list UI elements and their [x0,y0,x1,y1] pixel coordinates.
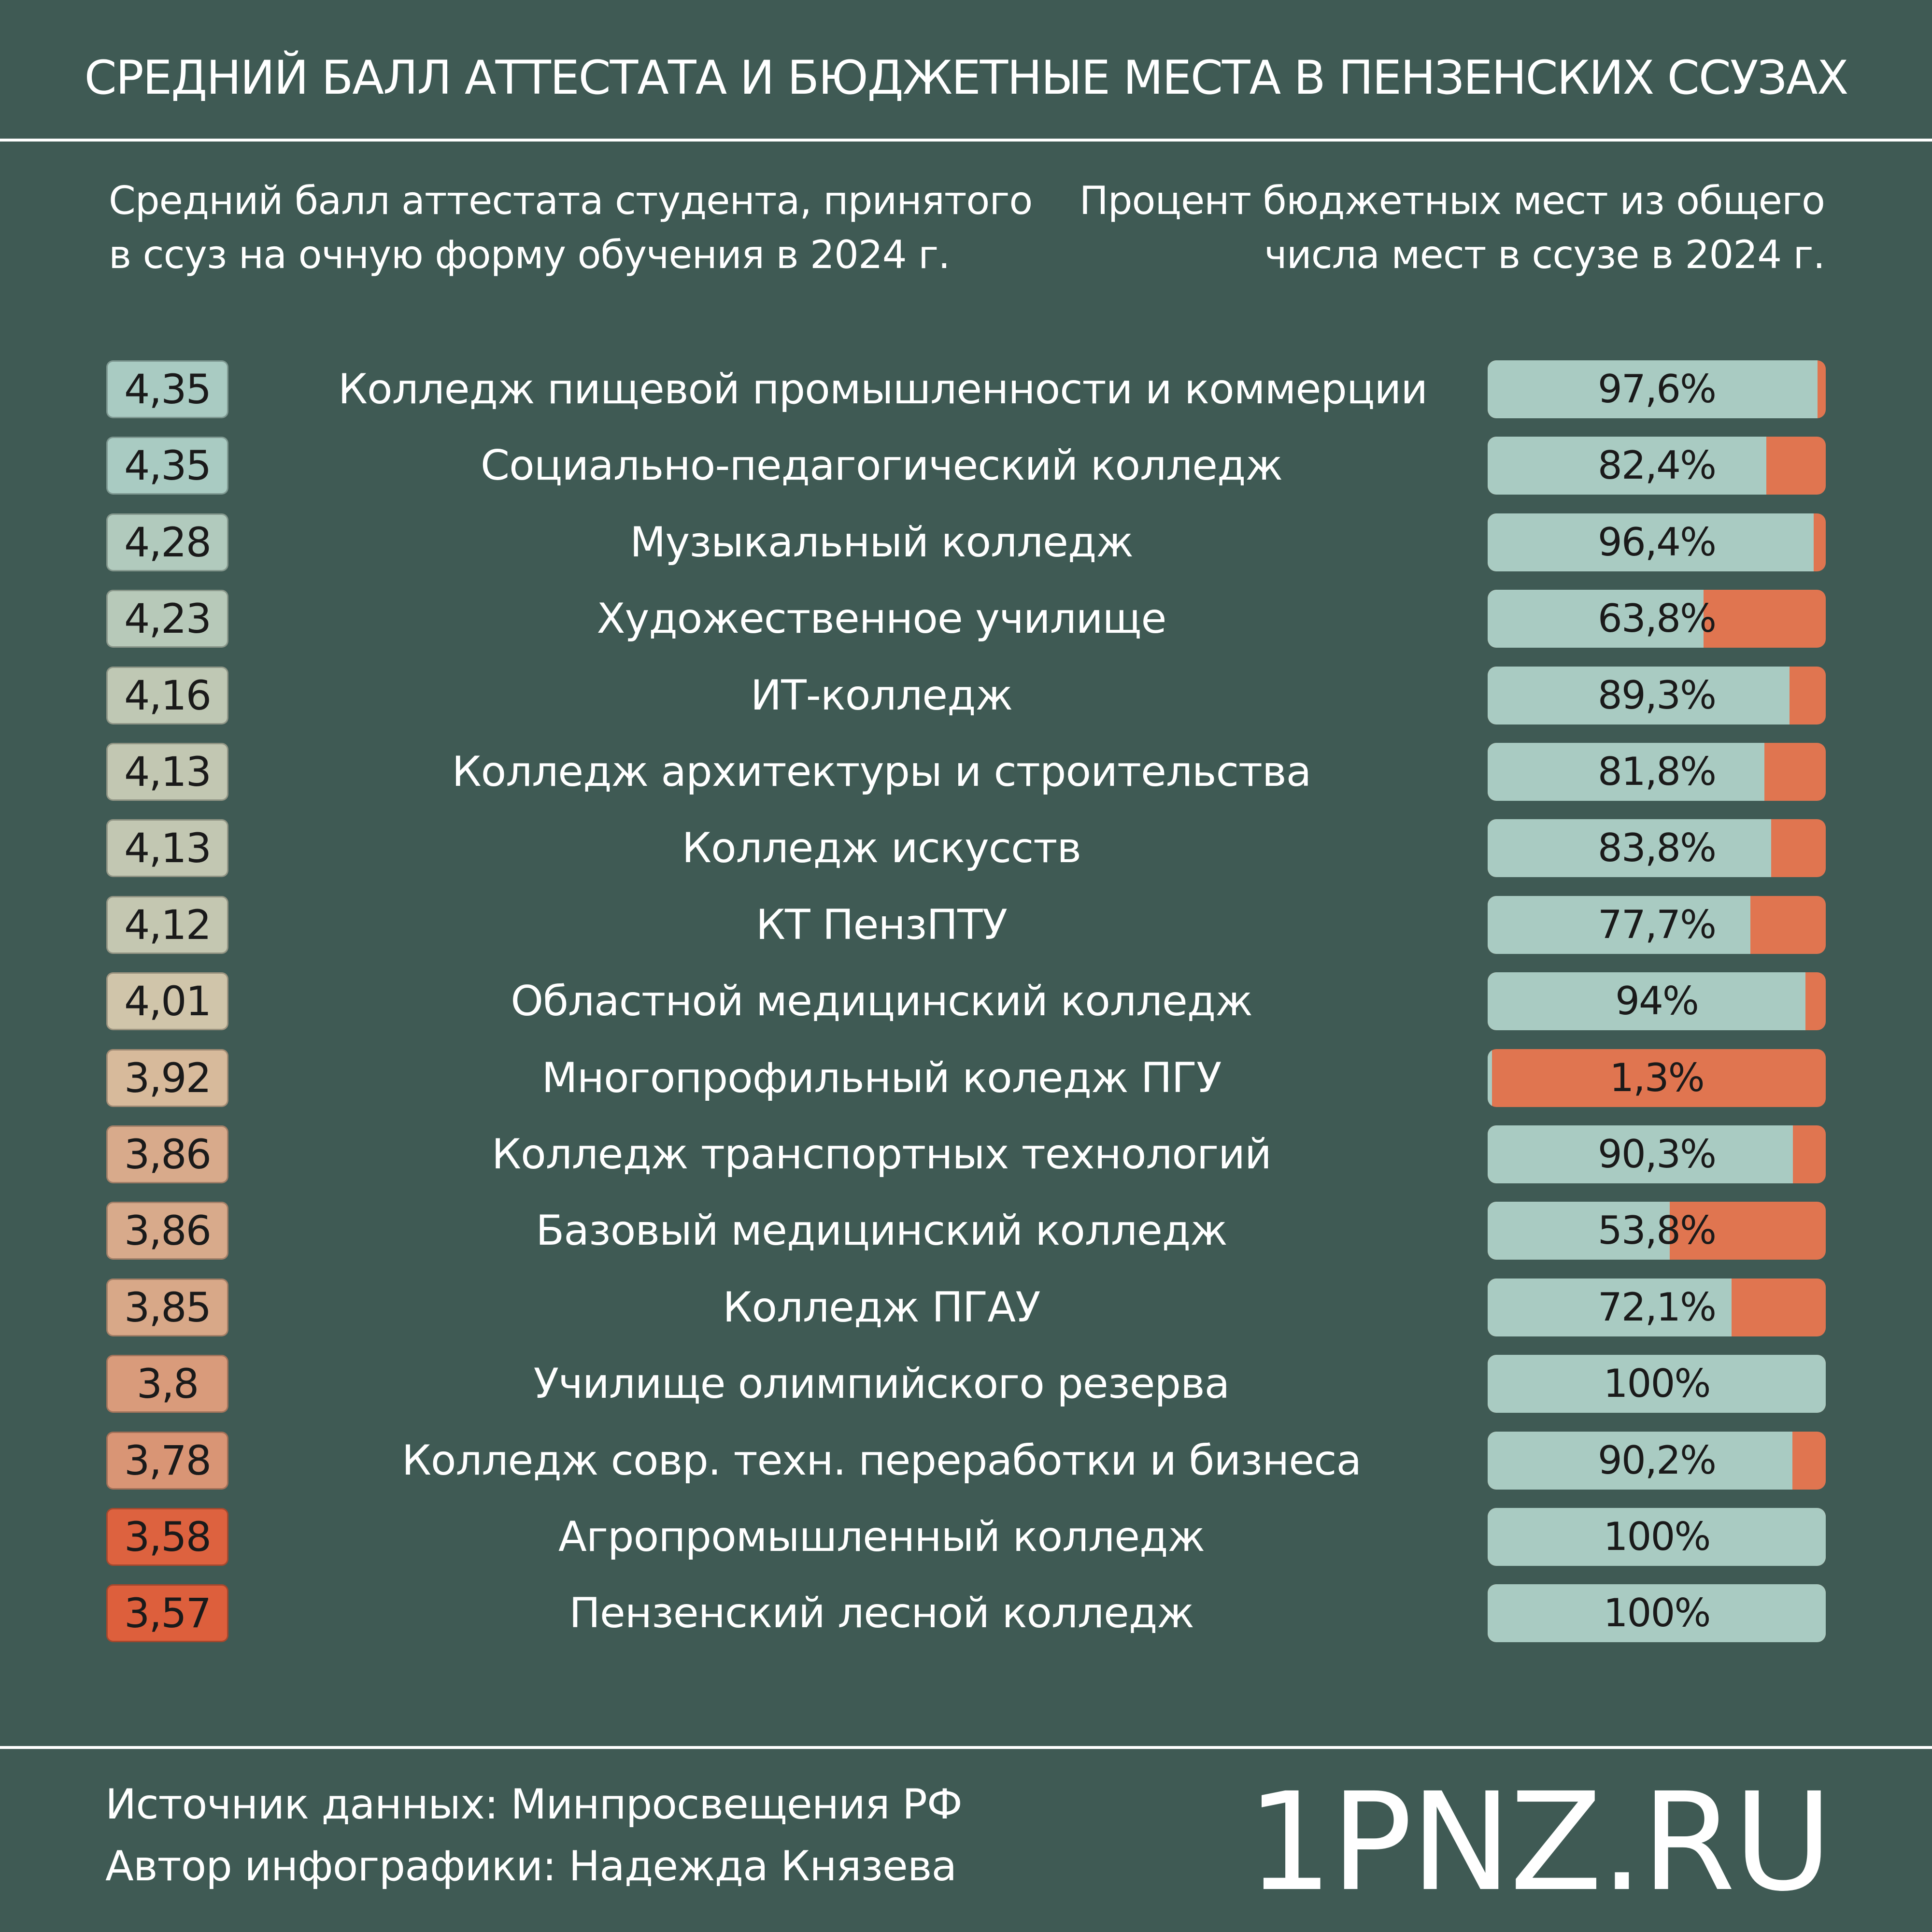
college-name: Многопрофильный коледж ПГУ [541,1053,1222,1102]
budget-percent-label: 97,6% [1597,367,1716,412]
college-name: Училище олимпийского резерва [533,1360,1230,1408]
table-row [0,1355,1932,1413]
budget-percent-label: 83,8% [1597,825,1716,871]
budget-percent-label: 63,8% [1597,596,1716,641]
table-row [0,360,1932,418]
score-badge: 4,23 [106,590,228,648]
budget-bar [1488,513,1826,571]
college-name: КТ ПензПТУ [755,900,1008,949]
score-badge: 3,58 [106,1508,228,1566]
budget-percent-label: 1,3% [1609,1055,1704,1100]
college-name: Пензенский лесной колледж [569,1589,1194,1638]
score-badge: 4,35 [106,437,228,495]
table-row [0,972,1932,1030]
score-badge: 3,85 [106,1279,228,1336]
budget-percent-label: 90,3% [1597,1132,1716,1177]
table-row [0,513,1932,571]
table-row [0,1432,1932,1490]
budget-bar [1488,1584,1826,1642]
subtitle-score-line-1: Средний балл аттестата студента, принятого [109,178,1033,223]
college-name: ИТ-колледж [750,671,1013,720]
budget-percent-label: 96,4% [1597,519,1716,565]
budget-bar [1488,437,1826,495]
budget-bar [1488,819,1826,877]
college-name: Колледж транспортных технологий [492,1130,1271,1179]
college-name: Колледж ПГАУ [723,1283,1040,1332]
table-row [0,1125,1932,1183]
score-badge: 4,12 [106,896,228,954]
data-source: Источник данных: Минпросвещения РФ [105,1780,962,1829]
budget-percent-label: 89,3% [1597,672,1716,718]
budget-bar [1488,972,1826,1030]
college-name: Музыкальный колледж [630,518,1133,567]
budget-percent-label: 100% [1603,1591,1710,1636]
college-name: Колледж пищевой промышленности и коммерции [338,365,1428,413]
footer-divider [0,1746,1932,1749]
college-name: Колледж искусств [682,824,1081,873]
score-badge: 3,92 [106,1049,228,1107]
score-badge: 3,86 [106,1125,228,1183]
subtitle-budget-line-1: Процент бюджетных мест из общего [1079,178,1825,223]
table-row [0,896,1932,954]
subtitle-score-line-2: в ссуз на очную форму обучения в 2024 г. [109,232,950,277]
table-row [0,1508,1932,1566]
subtitle-budget-line-2: числа мест в ссузе в 2024 г. [1264,232,1825,277]
budget-percent-label: 53,8% [1597,1208,1716,1253]
college-name: Колледж архитектуры и строительства [452,748,1311,796]
budget-percent-label: 72,1% [1597,1284,1716,1330]
college-name: Социально-педагогический колледж [481,441,1282,490]
table-row [0,590,1932,648]
budget-bar [1488,1279,1826,1336]
college-name: Колледж совр. техн. переработки и бизнеса [401,1436,1362,1485]
table-row [0,1584,1932,1642]
college-name: Базовый медицинский колледж [536,1207,1227,1255]
page-title: СРЕДНИЙ БАЛЛ АТТЕСТАТА И БЮДЖЕТНЫЕ МЕСТА В ПЕНЗЕНСКИХ ССУЗАХ [84,51,1848,105]
score-badge: 4,16 [106,667,228,724]
budget-bar [1488,590,1826,648]
budget-bar [1488,1355,1826,1413]
table-row [0,819,1932,877]
college-name: Художественное училище [597,595,1166,643]
budget-percent-label: 100% [1603,1514,1710,1559]
footer-credits [105,1774,962,1897]
score-badge: 3,8 [106,1355,228,1413]
college-name: Агропромышленный колледж [558,1513,1205,1561]
table-row [0,667,1932,724]
budget-bar [1488,667,1826,724]
budget-percent-label: 77,7% [1597,902,1716,947]
budget-percent-label: 90,2% [1597,1437,1716,1483]
site-logo: 1PNZ.RU [1247,1764,1831,1921]
score-badge: 4,28 [106,513,228,571]
score-badge: 3,86 [106,1202,228,1260]
score-badge: 4,13 [106,819,228,877]
budget-bar [1488,1049,1826,1107]
budget-bar [1488,360,1826,418]
budget-percent-label: 81,8% [1597,749,1716,794]
score-badge: 3,78 [106,1432,228,1490]
table-row [0,743,1932,801]
budget-percent-label: 100% [1603,1361,1710,1406]
score-badge: 4,35 [106,360,228,418]
table-row [0,1049,1932,1107]
table-row [0,1202,1932,1260]
score-badge: 4,01 [106,972,228,1030]
budget-percent-label: 94% [1615,979,1698,1024]
infographic-author: Автор инфографики: Надежда Князева [105,1842,957,1890]
budget-bar [1488,1125,1826,1183]
budget-bar [1488,1508,1826,1566]
score-badge: 3,57 [106,1584,228,1642]
budget-bar [1488,896,1826,954]
budget-percent-label: 82,4% [1597,443,1716,488]
budget-bar [1488,743,1826,801]
budget-bar [1488,1432,1826,1490]
table-row [0,1279,1932,1336]
score-badge: 4,13 [106,743,228,801]
budget-bar [1488,1202,1826,1260]
college-name: Областной медицинский колледж [511,977,1252,1026]
table-row [0,437,1932,495]
